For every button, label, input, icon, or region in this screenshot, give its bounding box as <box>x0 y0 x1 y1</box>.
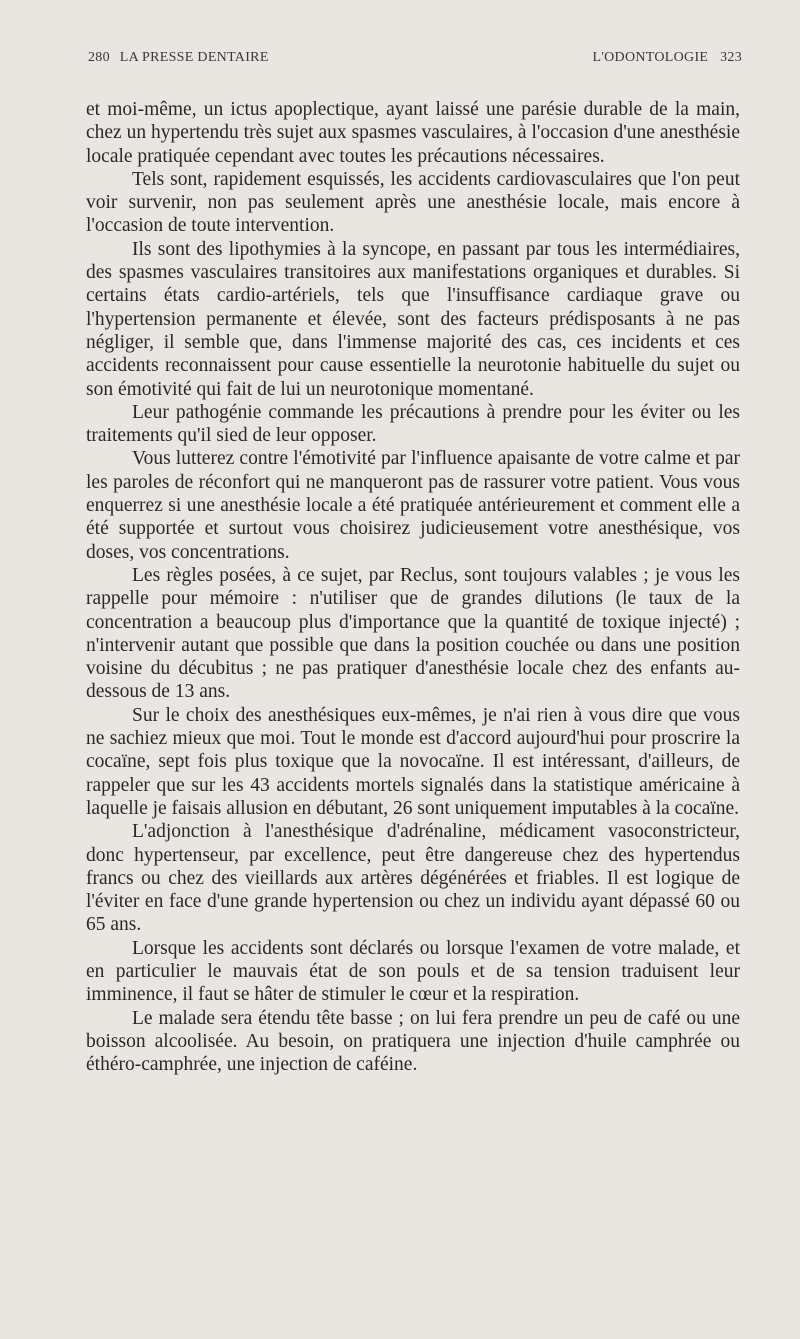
header-left <box>88 50 269 66</box>
paragraph-5: Vous lutterez contre l'émotivité par l'influence apaisante de votre calme et par les paroles de réconfort qui ne manqueront pas de rassurer votre patient. Vous vous enquerrez si une anesthésie locale a été pratiquée antérieurement et comment elle a été supportée et surtout vous choisirez judicieusement votre anesthésique, vos doses, vos concentrations. <box>86 448 740 563</box>
paragraph-10: Le malade sera étendu tête basse ; on lui fera prendre un peu de café ou une boisson alcoolisée. Au besoin, on pratiquera une injection d'huile camphrée ou éthéro-camphrée, une injection de caféine. <box>86 1007 740 1076</box>
header-right <box>592 50 742 66</box>
paragraph-6: Les règles posées, à ce sujet, par Reclus, sont toujours valables ; je vous les rappelle pour mémoire : n'utiliser que de grandes dilutions (le taux de la concentration a beaucoup plus d'importance que la quantité de toxique injecté) ; n'intervenir autant que possible que dans la position couchée ou dans une position voisine du décubitus ; ne pas pratiquer d'anesthésie locale chez des enfants au-dessous de 13 ans. <box>86 564 740 703</box>
paragraph-1: et moi-même, un ictus apoplectique, ayant laissé une parésie durable de la main, chez un hypertendu très sujet aux spasmes vasculaires, à l'occasion d'une anesthésie locale pratiquée cependant avec toutes les précautions nécessaires. <box>86 99 740 167</box>
paragraph-3: Ils sont des lipothymies à la syncope, en passant par tous les intermédiaires, des spasmes vasculaires transitoires aux manifestations organiques et durables. Si certains états cardio-artériels, tels que l'insuffisance cardiaque grave ou l'hypertension permanente et élevée, sont des facteurs prédisposants à ne pas négliger, il semble que, dans l'immense majorité des cas, ces incidents et ces accidents reconnaissent pour cause essentielle la neurotonie habituelle du sujet ou son émotivité qui fait de lui un neurotonique momentané. <box>86 238 740 400</box>
paragraph-8: L'adjonction à l'anesthésique d'adrénaline, médicament vasoconstricteur, donc hypertenseur, par excellence, peut être dangereuse chez des hypertendus francs ou chez des vieillards aux artères dégénérées et friables. Il est logique de l'éviter en face d'une grande hypertension ou chez un individu ayant dépassé 60 ou 65 ans. <box>86 821 740 936</box>
left-running-title: LA PRESSE DENTAIRE <box>119 50 269 65</box>
right-running-title: L'ODONTOLOGIE <box>592 50 709 65</box>
right-page-number: 323 <box>720 50 742 65</box>
paragraph-9: Lorsque les accidents sont déclarés ou lorsque l'examen de votre malade, et en particulier le mauvais état de son pouls et de sa tension traduisent leur imminence, il faut se hâter de stimuler le cœur et la respiration. <box>86 937 740 1006</box>
left-page-number: 280 <box>88 50 110 65</box>
running-header <box>88 50 742 70</box>
body-text <box>86 98 740 1076</box>
paragraph-4: Leur pathogénie commande les précautions à prendre pour les éviter ou les traitements qu'il sied de leur opposer. <box>86 401 740 447</box>
paragraph-7: Sur le choix des anesthésiques eux-mêmes, je n'ai rien à vous dire que vous ne sachiez mieux que moi. Tout le monde est d'accord aujourd'hui pour proscrire la cocaïne, sept fois plus toxique que la novocaïne. Il est intéressant, d'ailleurs, de rappeler que sur les 43 accidents mortels signalés dans la statistique américaine à laquelle je faisais allusion en débutant, 26 sont uniquement imputables à la cocaïne. <box>86 704 740 819</box>
paragraph-2: Tels sont, rapidement esquissés, les accidents cardiovasculaires que l'on peut voir survenir, non pas seulement après une anesthésie locale, mais encore à l'occasion de toute intervention. <box>86 168 740 237</box>
